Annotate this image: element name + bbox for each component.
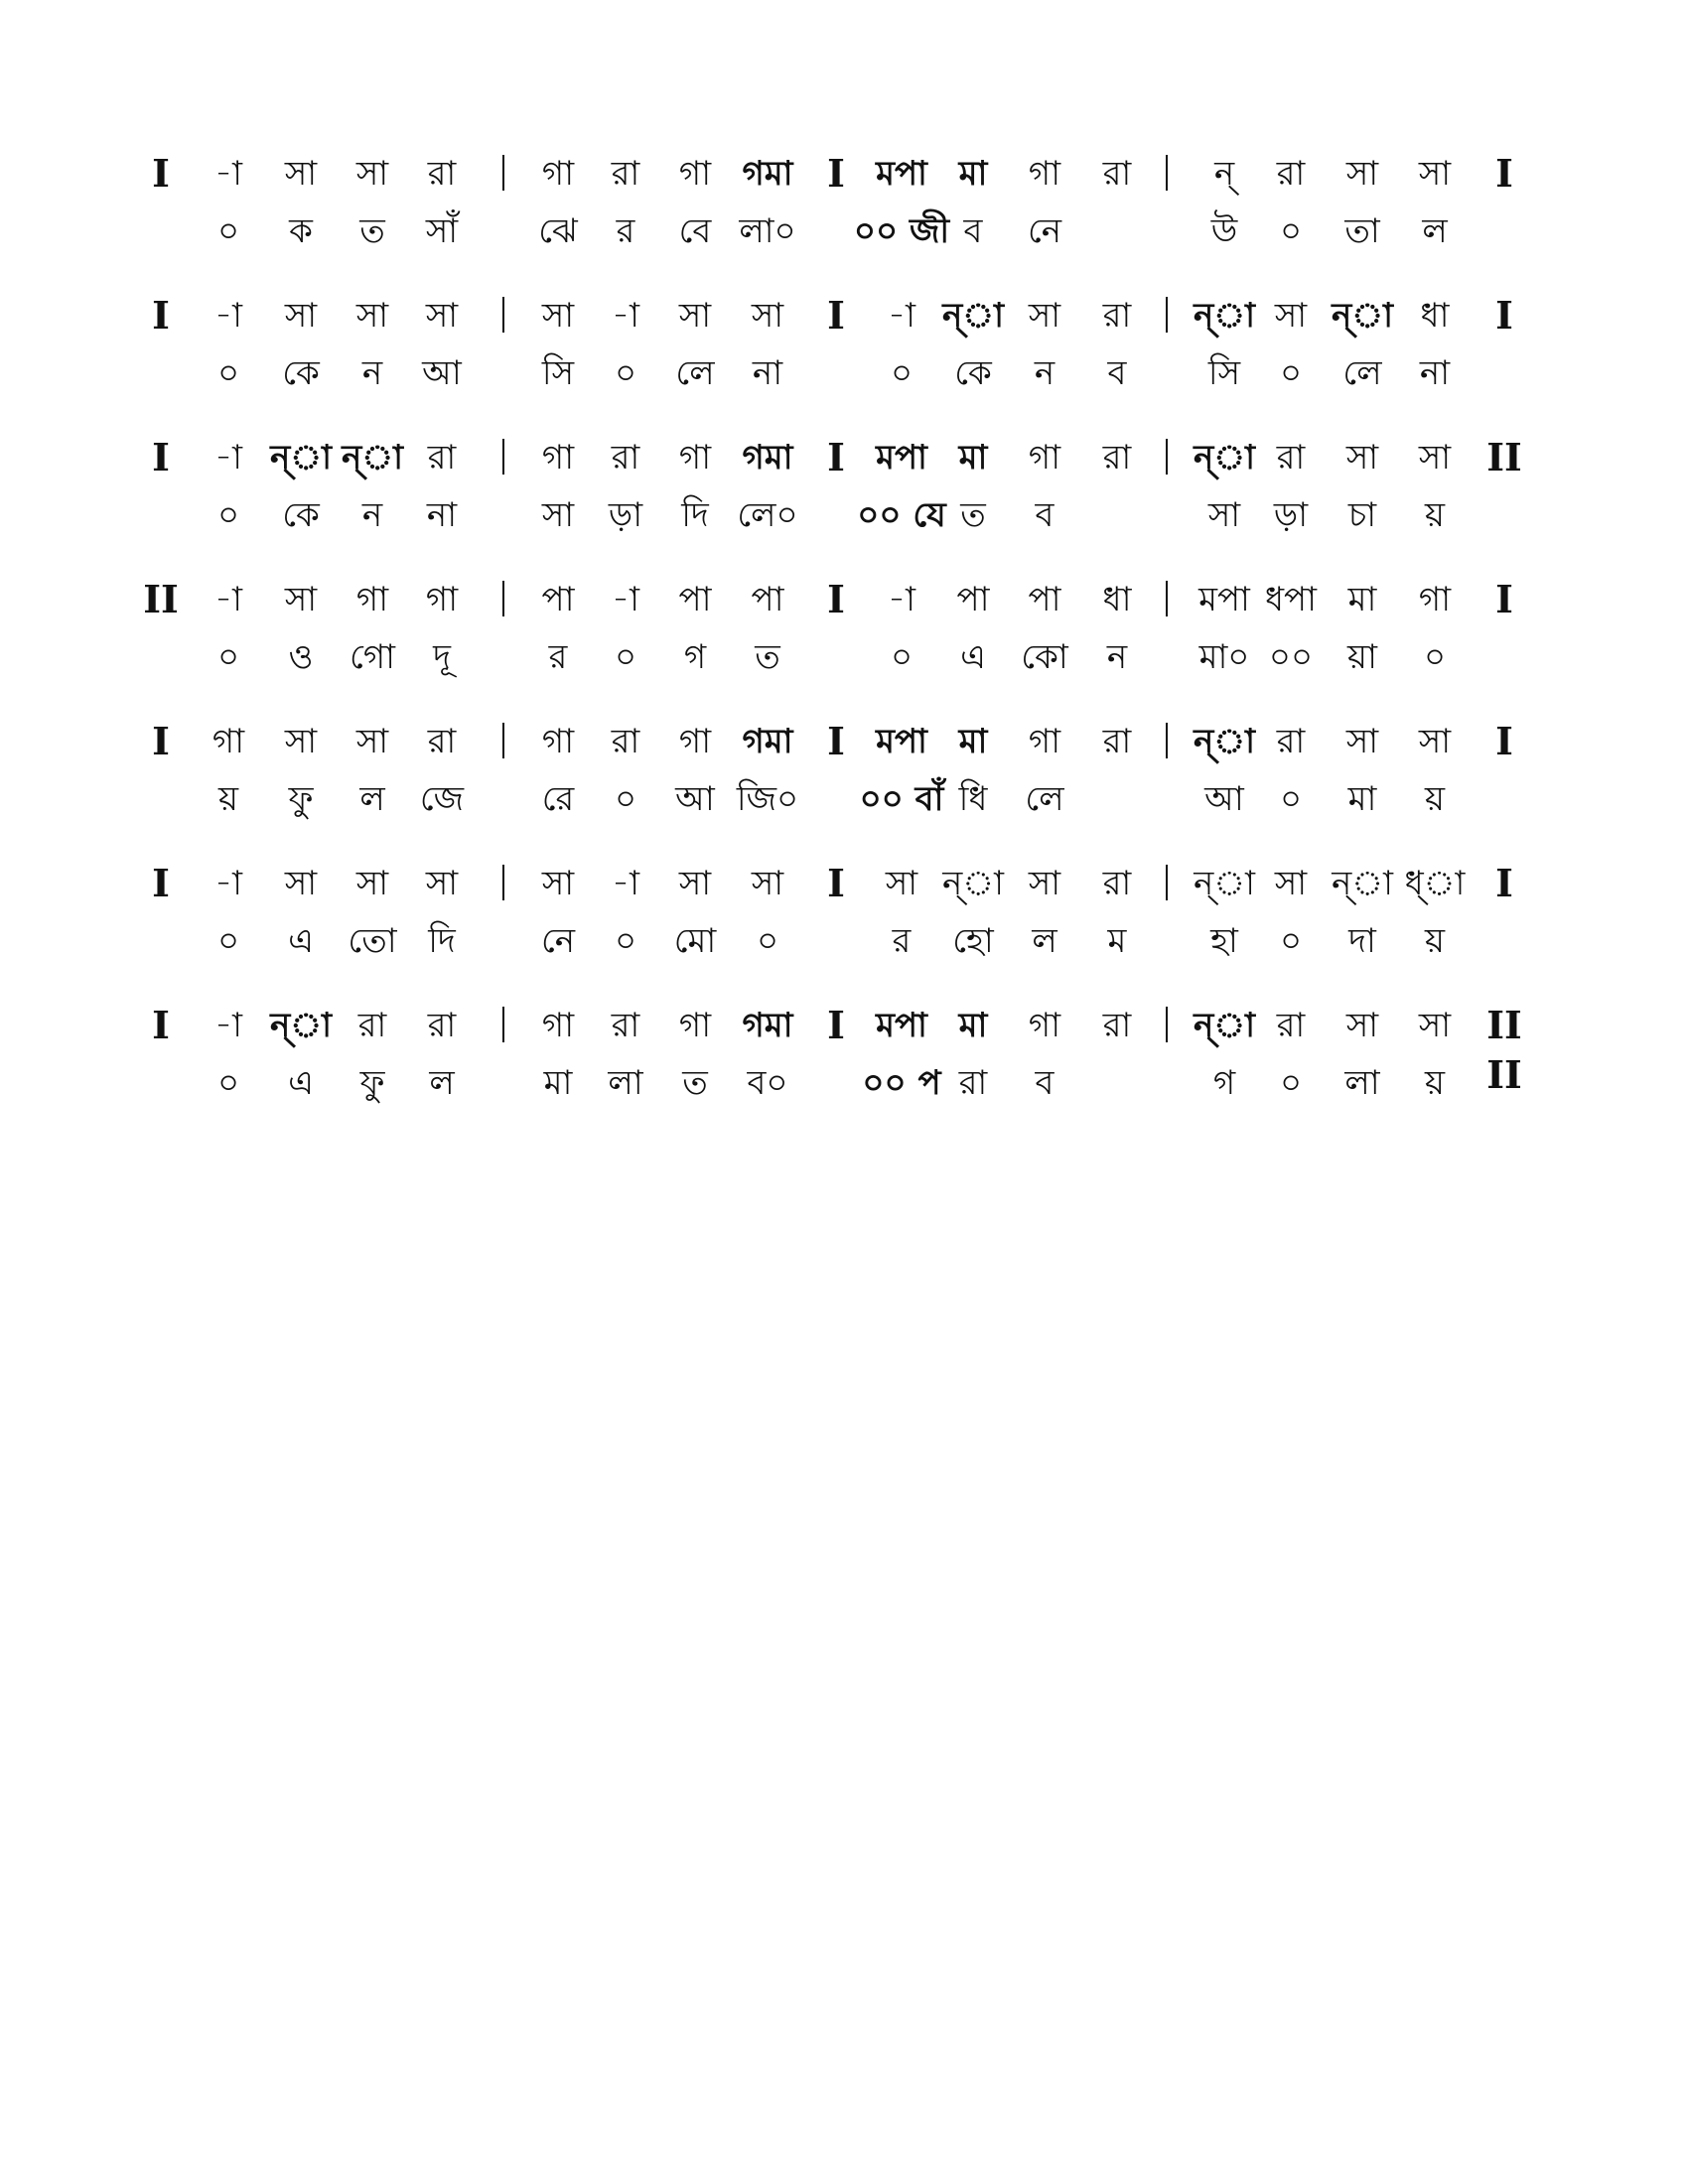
note: পা <box>541 580 575 619</box>
lyric-syllable: গো <box>350 637 395 677</box>
lyric-syllable: রা <box>958 1063 988 1103</box>
note: ন্া <box>1194 296 1255 336</box>
lyric-syllable: ঝে <box>538 211 578 251</box>
beat-divider <box>1166 581 1168 616</box>
note: সা <box>678 864 712 903</box>
lyric-syllable: এ <box>960 637 986 677</box>
note: গা <box>1028 722 1061 761</box>
beat-divider <box>502 581 504 616</box>
note: সা <box>1345 154 1379 194</box>
note: রা <box>1102 864 1132 903</box>
beat-divider <box>1166 865 1168 900</box>
lyric-syllable: য় <box>1424 779 1446 819</box>
lyric-syllable: তো <box>348 921 397 961</box>
note: গা <box>1418 580 1452 619</box>
lyric-syllable: এ <box>288 921 314 961</box>
lyric-syllable: মা <box>543 1063 573 1103</box>
lyric-syllable: না <box>1419 353 1451 393</box>
lyric-syllable: ০০ প <box>862 1063 941 1103</box>
note: সা <box>425 296 459 336</box>
note: সা <box>1274 296 1308 336</box>
swaralipi-row <box>139 859 1529 908</box>
note: রা <box>611 1006 640 1045</box>
note: পা <box>956 580 990 619</box>
note: সা <box>425 864 459 903</box>
notation-system <box>139 717 1529 826</box>
lyric-syllable: ০ <box>1279 353 1303 393</box>
lyric-syllable: ল <box>359 779 385 819</box>
beat-divider <box>1166 723 1168 758</box>
beat-divider <box>1166 439 1168 475</box>
lyric-syllable: ব <box>1035 495 1055 535</box>
lyric-syllable: সি <box>1207 353 1241 393</box>
lyric-syllable: ব০ <box>747 1063 788 1103</box>
bar-line: I <box>827 293 845 338</box>
note: ধপা <box>1265 580 1317 619</box>
bar-line: I <box>152 151 170 196</box>
lyric-syllable: উ <box>1210 211 1238 251</box>
bar-line: I <box>152 435 170 479</box>
note: সা <box>284 722 318 761</box>
lyric-syllable: ০ <box>614 637 637 677</box>
note: গা <box>1028 1006 1061 1045</box>
note: ন্া <box>270 438 332 478</box>
note: রা <box>427 154 457 194</box>
lyric-syllable: র <box>616 211 635 251</box>
note: সা <box>1418 722 1452 761</box>
note: গা <box>541 438 575 478</box>
lyric-row <box>139 632 1529 682</box>
lyric-syllable: ও <box>288 637 314 677</box>
note: সা <box>1345 438 1379 478</box>
note: রা <box>1276 438 1306 478</box>
lyric-syllable: ন <box>1034 353 1055 393</box>
lyric-syllable: দি <box>681 495 709 535</box>
note: রা <box>1276 722 1306 761</box>
lyric-syllable: জে <box>419 779 465 819</box>
note: রা <box>611 438 640 478</box>
note: মা <box>1347 580 1377 619</box>
note: সা <box>1418 438 1452 478</box>
lyric-syllable: ল <box>1422 211 1448 251</box>
note: রা <box>427 438 457 478</box>
lyric-syllable: গ <box>1212 1063 1236 1103</box>
lyric-syllable: ০ <box>216 495 240 535</box>
note: -া <box>214 154 242 194</box>
note: ন্া <box>1194 438 1255 478</box>
note: রা <box>1102 722 1132 761</box>
lyric-syllable: ০ <box>216 211 240 251</box>
lyric-syllable: ০ <box>756 921 779 961</box>
lyric-syllable: ০ <box>890 637 914 677</box>
lyric-syllable: সাঁ <box>425 211 459 251</box>
note: সা <box>284 580 318 619</box>
lyric-syllable: জি০ <box>736 779 799 819</box>
bar-line: I <box>827 577 845 621</box>
lyric-syllable: লা০ <box>739 211 796 251</box>
note: রা <box>427 1006 457 1045</box>
note: রা <box>1102 1006 1132 1045</box>
lyric-syllable: আ <box>422 353 462 393</box>
lyric-syllable: দি <box>428 921 456 961</box>
lyric-syllable: না <box>752 353 783 393</box>
note: সা <box>678 296 712 336</box>
lyric-syllable: রে <box>541 779 575 819</box>
lyric-syllable: সা <box>541 495 575 535</box>
bar-line: I <box>152 1003 170 1047</box>
lyric-syllable: র <box>548 637 568 677</box>
lyric-syllable: কে <box>954 353 992 393</box>
note: -া <box>612 864 639 903</box>
lyric-syllable: ল <box>1032 921 1057 961</box>
notation-system <box>139 859 1529 968</box>
lyric-row <box>139 1058 1529 1108</box>
bar-line: I <box>152 861 170 905</box>
bar-line: I <box>827 151 845 196</box>
lyric-syllable: ক <box>289 211 313 251</box>
note: গা <box>678 1006 712 1045</box>
note: মা <box>958 722 988 761</box>
beat-divider <box>1166 1007 1168 1042</box>
note: সা <box>1028 864 1061 903</box>
lyric-row <box>139 916 1529 966</box>
lyric-syllable: নে <box>540 921 576 961</box>
note: মা <box>958 1006 988 1045</box>
lyric-syllable: ন <box>361 495 383 535</box>
beat-divider <box>502 1007 504 1042</box>
note: -া <box>214 864 242 903</box>
note: রা <box>1102 296 1132 336</box>
note: সা <box>1418 1006 1452 1045</box>
lyric-syllable: লা <box>608 1063 643 1103</box>
lyric-syllable: ০ <box>216 353 240 393</box>
note: সা <box>355 722 389 761</box>
note: সা <box>1418 154 1452 194</box>
note: পা <box>751 580 784 619</box>
lyric-syllable: ব <box>963 211 983 251</box>
bar-line: I <box>827 435 845 479</box>
lyric-syllable: র <box>892 921 912 961</box>
lyric-syllable: ধি <box>958 779 988 819</box>
beat-divider <box>1166 155 1168 191</box>
lyric-syllable: য়া <box>1347 637 1377 677</box>
lyric-syllable: ড়া <box>608 495 643 535</box>
note: সা <box>751 864 784 903</box>
lyric-syllable: ত <box>682 1063 708 1103</box>
note: সা <box>284 864 318 903</box>
lyric-syllable: ন <box>361 353 383 393</box>
lyric-syllable: নে <box>1027 211 1062 251</box>
note: গমা <box>742 154 793 194</box>
lyric-syllable: কে <box>282 495 320 535</box>
note: মা <box>958 438 988 478</box>
beat-divider <box>502 723 504 758</box>
lyric-syllable: ০ <box>614 921 637 961</box>
beat-divider <box>1166 297 1168 333</box>
lyric-syllable: দূ <box>433 637 451 677</box>
lyric-syllable: চা <box>1347 495 1377 535</box>
note: গা <box>678 722 712 761</box>
beat-divider <box>502 155 504 191</box>
lyric-syllable: সা <box>1207 495 1241 535</box>
lyric-syllable: ০০ <box>1268 637 1314 677</box>
lyric-syllable: ০ <box>1279 779 1303 819</box>
lyric-syllable: ০০ বাঁ <box>859 779 944 819</box>
bar-line: I <box>1495 719 1513 763</box>
note: সা <box>1345 722 1379 761</box>
lyric-syllable: আ <box>675 779 715 819</box>
lyric-syllable: লা <box>1344 1063 1380 1103</box>
lyric-syllable: ত <box>359 211 385 251</box>
beat-divider <box>502 297 504 333</box>
note: মপা <box>876 722 927 761</box>
note: মপা <box>1198 580 1250 619</box>
lyric-syllable: এ <box>288 1063 314 1103</box>
swaralipi-row <box>139 575 1529 624</box>
bar-line: I <box>827 861 845 905</box>
bar-line: I <box>152 293 170 338</box>
lyric-syllable: য় <box>1424 1063 1446 1103</box>
note: সা <box>541 864 575 903</box>
note: সা <box>284 154 318 194</box>
note: সা <box>355 864 389 903</box>
lyric-syllable: বে <box>678 211 712 251</box>
lyric-syllable: সি <box>541 353 575 393</box>
note: গমা <box>742 1006 793 1045</box>
bar-line: II <box>1486 435 1522 479</box>
note: -া <box>214 1006 242 1045</box>
note: ধ্া <box>1404 864 1466 903</box>
note: -া <box>888 296 915 336</box>
bar-line: I <box>827 719 845 763</box>
note: সা <box>751 296 784 336</box>
bar-line: I <box>827 1003 845 1047</box>
lyric-syllable: ০ <box>1279 211 1303 251</box>
notation-system <box>139 433 1529 542</box>
note: পা <box>678 580 712 619</box>
note: রা <box>1276 154 1306 194</box>
note: মপা <box>876 154 927 194</box>
lyric-row <box>139 348 1529 398</box>
note: মপা <box>876 1006 927 1045</box>
lyric-syllable: তা <box>1344 211 1380 251</box>
note: ধা <box>1102 580 1132 619</box>
lyric-syllable: য় <box>217 779 239 819</box>
swaralipi-row <box>139 291 1529 341</box>
note: পা <box>1028 580 1061 619</box>
note: -া <box>214 296 242 336</box>
note: গা <box>211 722 245 761</box>
note: রা <box>611 722 640 761</box>
note: গা <box>425 580 459 619</box>
lyric-syllable: হা <box>1210 921 1238 961</box>
note: ন্া <box>1194 864 1255 903</box>
notation-system <box>139 291 1529 400</box>
lyric-syllable: য় <box>1424 495 1446 535</box>
note: গা <box>678 154 712 194</box>
note: ন্া <box>342 438 403 478</box>
note: ন্া <box>1194 1006 1255 1045</box>
lyric-syllable: ০ <box>216 921 240 961</box>
note: -া <box>888 580 915 619</box>
note: রা <box>1276 1006 1306 1045</box>
note: সা <box>1028 296 1061 336</box>
note: -া <box>612 296 639 336</box>
lyric-row <box>139 490 1529 540</box>
lyric-syllable: না <box>426 495 458 535</box>
note: -া <box>214 580 242 619</box>
swaralipi-row <box>139 717 1529 766</box>
lyric-syllable: ০ <box>614 353 637 393</box>
bar-line: I <box>1495 293 1513 338</box>
bar-line: II <box>143 577 179 621</box>
note: গা <box>541 154 575 194</box>
lyric-syllable: ফু <box>359 1063 385 1103</box>
lyric-syllable: দা <box>1348 921 1376 961</box>
lyric-syllable: মো <box>673 921 717 961</box>
beat-divider <box>502 865 504 900</box>
lyric-syllable: ন <box>1106 637 1128 677</box>
lyric-syllable: ত <box>960 495 986 535</box>
note: রা <box>1102 154 1132 194</box>
lyric-syllable: হো <box>952 921 994 961</box>
note: রা <box>1102 438 1132 478</box>
note: ন্া <box>942 296 1004 336</box>
note: সা <box>1345 1006 1379 1045</box>
notation-system <box>139 575 1529 684</box>
note: গমা <box>742 438 793 478</box>
note: সা <box>284 296 318 336</box>
lyric-syllable: ০০ যে <box>857 495 946 535</box>
lyric-syllable: ড়া <box>1273 495 1309 535</box>
bar-line: I <box>1495 861 1513 905</box>
bar-line: I <box>1495 577 1513 621</box>
lyric-syllable: ল <box>429 1063 455 1103</box>
note: গা <box>1028 438 1061 478</box>
note: রা <box>427 722 457 761</box>
lyric-row <box>139 206 1529 256</box>
lyric-syllable: ত <box>755 637 780 677</box>
note: ন্া <box>1194 722 1255 761</box>
lyric-syllable: মা০ <box>1198 637 1250 677</box>
lyric-syllable: ০ <box>890 353 914 393</box>
bar-line: I <box>1495 151 1513 196</box>
lyric-syllable: কো <box>1021 637 1068 677</box>
notation-system <box>139 1001 1529 1110</box>
note: গমা <box>742 722 793 761</box>
lyric-syllable: লে <box>675 353 715 393</box>
note: -া <box>214 438 242 478</box>
note: সা <box>1274 864 1308 903</box>
note: ধা <box>1420 296 1450 336</box>
lyric-syllable: কে <box>282 353 320 393</box>
lyric-syllable: ম <box>1107 921 1127 961</box>
note: ন্া <box>1332 864 1393 903</box>
note: ন্া <box>1332 296 1393 336</box>
note: ন্া <box>270 1006 332 1045</box>
lyric-syllable: য় <box>1424 921 1446 961</box>
lyric-syllable: ফু <box>288 779 314 819</box>
swaralipi-row <box>139 149 1529 199</box>
lyric-syllable: ০ <box>1423 637 1447 677</box>
bar-line: I <box>152 719 170 763</box>
lyric-syllable: লে <box>1025 779 1064 819</box>
beat-divider <box>502 439 504 475</box>
note: সা <box>541 296 575 336</box>
lyric-syllable: ০ <box>614 779 637 819</box>
lyric-syllable: মা <box>1347 779 1377 819</box>
lyric-syllable: লে <box>1342 353 1382 393</box>
lyric-syllable: ০ <box>216 1063 240 1103</box>
lyric-syllable: ০ <box>216 637 240 677</box>
note: সা <box>885 864 918 903</box>
note: -া <box>612 580 639 619</box>
swaralipi-row <box>139 433 1529 482</box>
lyric-syllable: আ <box>1204 779 1244 819</box>
note: ন্া <box>942 864 1004 903</box>
lyric-syllable: লে০ <box>737 495 798 535</box>
note: মা <box>958 154 988 194</box>
note: গা <box>541 722 575 761</box>
notation-system <box>139 149 1529 258</box>
lyric-syllable: ০ <box>1279 1063 1303 1103</box>
note: গা <box>355 580 389 619</box>
bar-line: II II <box>1486 1003 1522 1097</box>
note: রা <box>357 1006 387 1045</box>
note: মপা <box>876 438 927 478</box>
note: রা <box>611 154 640 194</box>
lyric-row <box>139 774 1529 824</box>
note: গা <box>1028 154 1061 194</box>
note: গা <box>541 1006 575 1045</box>
lyric-syllable: গ <box>683 637 707 677</box>
note: সা <box>355 296 389 336</box>
lyric-syllable: ০০ জী <box>853 211 950 251</box>
note: সা <box>355 154 389 194</box>
lyric-syllable: ব <box>1107 353 1127 393</box>
note: গা <box>678 438 712 478</box>
note: ন্ <box>1213 154 1235 194</box>
lyric-syllable: ০ <box>1279 921 1303 961</box>
lyric-syllable: ব <box>1035 1063 1055 1103</box>
